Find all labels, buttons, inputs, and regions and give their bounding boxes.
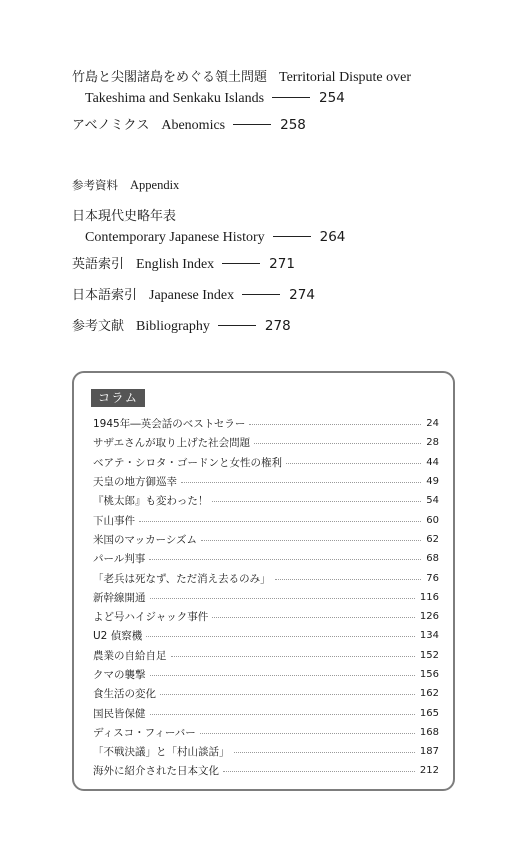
entry-title-en-continued: Takeshima and Senkaku Islands bbox=[85, 91, 265, 106]
column-item[interactable] bbox=[93, 703, 439, 722]
column-item-title: パール判事 bbox=[93, 553, 146, 566]
page-number: 274 bbox=[289, 287, 315, 303]
leader-dash bbox=[233, 124, 271, 125]
entry-title-en: Abenomics bbox=[161, 118, 226, 133]
dotted-leader bbox=[150, 598, 415, 599]
column-item-title: 国民皆保健 bbox=[93, 707, 146, 720]
entry-title-ja: アベノミクス bbox=[72, 118, 150, 133]
column-item-page: 62 bbox=[426, 533, 439, 545]
column-item-page: 168 bbox=[419, 726, 439, 738]
dotted-leader bbox=[223, 771, 415, 772]
column-item[interactable] bbox=[93, 626, 439, 645]
page-number: 258 bbox=[280, 117, 306, 133]
column-item[interactable] bbox=[93, 568, 439, 587]
leader-dash bbox=[222, 263, 260, 264]
column-item-title: 農業の自給自足 bbox=[93, 649, 167, 662]
page-number: 278 bbox=[264, 318, 291, 334]
dotted-leader bbox=[139, 521, 421, 522]
column-item[interactable] bbox=[93, 723, 439, 742]
column-item[interactable] bbox=[93, 414, 439, 433]
column-item[interactable] bbox=[93, 761, 439, 780]
entry-title-ja: 日本語索引 bbox=[72, 288, 138, 303]
column-item-page: 54 bbox=[426, 495, 439, 507]
dotted-leader bbox=[200, 733, 415, 734]
dotted-leader bbox=[212, 617, 415, 618]
column-item-page: 156 bbox=[419, 669, 439, 680]
entry-title-en: English Index bbox=[136, 257, 215, 272]
column-item-title: 『桃太郎』も変わった！ bbox=[93, 495, 209, 508]
dotted-leader bbox=[286, 463, 421, 464]
dotted-leader bbox=[254, 443, 421, 444]
column-item-page: 162 bbox=[419, 688, 439, 700]
entry-title-en: Contemporary Japanese History bbox=[85, 230, 265, 245]
column-item[interactable] bbox=[93, 530, 439, 549]
column-item-page: 60 bbox=[426, 514, 439, 526]
column-item[interactable] bbox=[93, 588, 439, 607]
column-item-page: 187 bbox=[419, 746, 439, 758]
column-item-title: よど号ハイジャック事件 bbox=[93, 611, 209, 624]
column-item[interactable] bbox=[93, 684, 439, 703]
entry-title-en: Territorial Dispute over bbox=[279, 70, 411, 85]
appendix-heading-en: Appendix bbox=[130, 178, 180, 192]
column-item[interactable] bbox=[93, 742, 439, 761]
page-number: 254 bbox=[319, 90, 345, 106]
toc-entry-japanese-index[interactable] bbox=[72, 284, 315, 305]
column-list-box bbox=[72, 371, 455, 791]
entry-title-ja: 日本現代史略年表 bbox=[72, 209, 177, 224]
column-item-title: 新幹線開通 bbox=[93, 591, 146, 604]
column-item-title: サザエさんが取り上げた社会問題 bbox=[93, 437, 251, 450]
column-item[interactable] bbox=[93, 665, 439, 684]
leader-dash bbox=[218, 325, 256, 326]
entry-title-en: Japanese Index bbox=[149, 288, 235, 303]
column-item-title: 米国のマッカーシズム bbox=[93, 533, 198, 546]
dotted-leader bbox=[149, 559, 421, 560]
column-item[interactable] bbox=[93, 433, 439, 452]
column-item-page: 116 bbox=[419, 591, 439, 603]
entry-title-ja: 英語索引 bbox=[72, 257, 125, 272]
column-item-title: 天皇の地方御巡幸 bbox=[93, 476, 177, 489]
column-item-title: U2 偵察機 bbox=[93, 630, 143, 643]
column-item-title: ディスコ・フィーバー bbox=[93, 726, 196, 739]
column-item-page: 76 bbox=[426, 572, 439, 584]
column-item[interactable] bbox=[93, 607, 439, 626]
column-item-page: 44 bbox=[426, 456, 439, 468]
column-item-page: 212 bbox=[419, 765, 439, 777]
dotted-leader bbox=[171, 656, 415, 657]
page-number: 271 bbox=[269, 256, 295, 272]
column-item-title: 食生活の変化 bbox=[93, 688, 156, 701]
column-item[interactable] bbox=[93, 472, 439, 491]
column-item-title: 海外に紹介された日本文化 bbox=[93, 765, 219, 778]
dotted-leader bbox=[212, 501, 421, 502]
entry-title-ja: 竹島と尖閣諸島をめぐる領土問題 bbox=[72, 70, 268, 85]
toc-entry-bibliography[interactable] bbox=[72, 315, 291, 336]
column-item-title: ベアテ・シロタ・ゴードンと女性の権利 bbox=[93, 456, 282, 469]
dotted-leader bbox=[150, 714, 415, 715]
column-item[interactable] bbox=[93, 491, 439, 510]
dotted-leader bbox=[146, 636, 415, 637]
column-item-page: 49 bbox=[426, 476, 439, 488]
toc-entry-english-index[interactable] bbox=[72, 253, 295, 274]
column-item[interactable] bbox=[93, 549, 439, 568]
dotted-leader bbox=[181, 482, 421, 483]
column-list bbox=[93, 414, 439, 781]
toc-entry-territorial-dispute[interactable] bbox=[72, 66, 411, 108]
column-item-page: 68 bbox=[426, 553, 439, 565]
leader-dash bbox=[273, 236, 311, 237]
column-item-page: 28 bbox=[426, 437, 439, 449]
column-item-page: 24 bbox=[426, 418, 439, 430]
column-item-page: 152 bbox=[419, 649, 439, 661]
column-label: コラム bbox=[91, 389, 145, 407]
column-item-title: 「老兵は死なず、ただ消え去るのみ」 bbox=[93, 572, 271, 585]
entry-title-ja: 参考文献 bbox=[72, 319, 125, 334]
column-item[interactable] bbox=[93, 646, 439, 665]
leader-dash bbox=[272, 97, 310, 98]
dotted-leader bbox=[275, 579, 422, 580]
dotted-leader bbox=[160, 694, 415, 695]
toc-entry-abenomics[interactable] bbox=[72, 114, 306, 135]
appendix-heading-ja: 参考資料 bbox=[72, 178, 118, 192]
dotted-leader bbox=[249, 424, 421, 425]
entry-title-en: Bibliography bbox=[136, 319, 210, 334]
column-item-title: 「不戦決議」と「村山談話」 bbox=[93, 746, 230, 759]
dotted-leader bbox=[201, 540, 421, 541]
column-item-page: 165 bbox=[419, 707, 439, 719]
leader-dash bbox=[242, 294, 280, 295]
column-item[interactable] bbox=[93, 453, 439, 472]
appendix-heading bbox=[72, 175, 179, 194]
column-item-title: クマの襲撃 bbox=[93, 669, 146, 681]
column-item[interactable] bbox=[93, 510, 439, 529]
dotted-leader bbox=[150, 675, 415, 676]
column-item-title: 1945年―英会話のベストセラー bbox=[93, 418, 246, 431]
page-number: 264 bbox=[319, 229, 346, 245]
column-item-page: 134 bbox=[419, 630, 439, 642]
toc-entry-chronology[interactable] bbox=[72, 205, 345, 247]
column-item-page: 126 bbox=[419, 611, 439, 623]
column-item-title: 下山事件 bbox=[93, 514, 135, 527]
dotted-leader bbox=[234, 752, 415, 753]
